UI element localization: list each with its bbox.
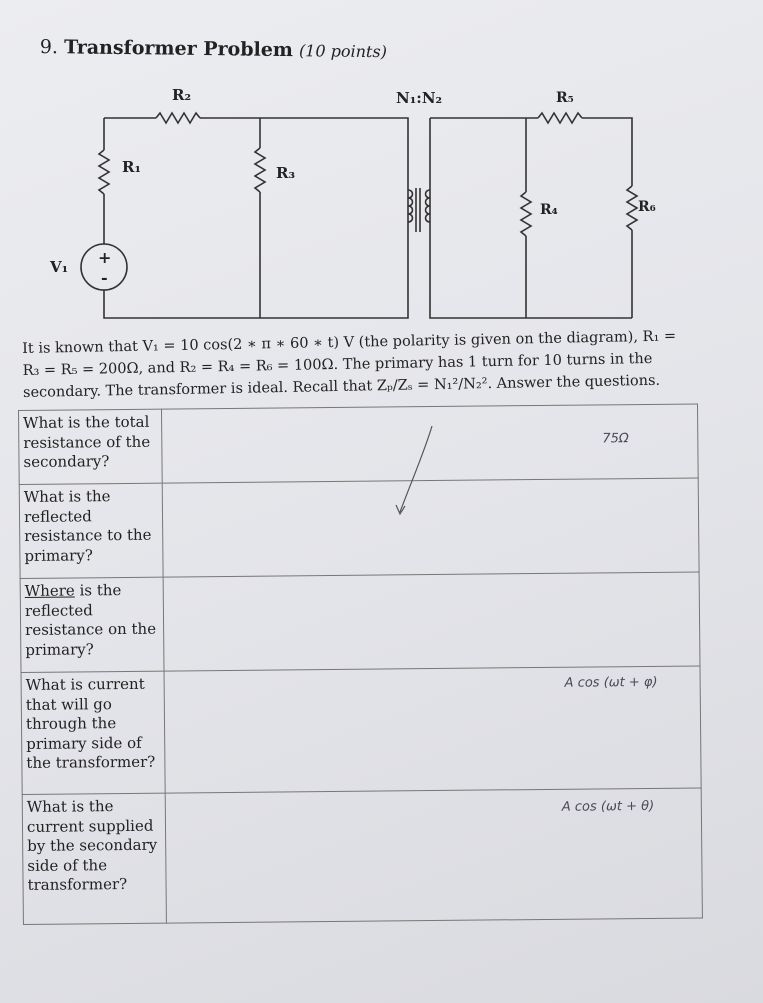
question-prompt: What is the current supplied by the secondary side of the transformer? [22, 793, 166, 924]
question-prompt: What is the total resistance of the secondary? [19, 409, 163, 484]
question-prompt: What is current that will go through the primary side of the transformer? [21, 671, 165, 794]
label-r3: R₃ [276, 164, 296, 182]
problem-points: (10 points) [298, 41, 387, 62]
question-prompt-rest: is the reflected resistance on the primary? [24, 581, 157, 659]
label-v1: V₁ [50, 258, 69, 276]
label-r4: R₄ [540, 202, 558, 218]
minus-sign: - [101, 268, 108, 287]
label-r5: R₅ [556, 90, 574, 106]
handwritten-answer: A cos (ωt + θ) [561, 798, 655, 815]
plus-sign: + [98, 248, 112, 267]
label-ratio: N₁:N₂ [396, 89, 443, 107]
handwritten-answer: 75Ω [602, 431, 629, 447]
label-r2: R₂ [172, 86, 192, 104]
label-r6: R₆ [638, 199, 656, 215]
handwritten-answer: A cos (ωt + φ) [564, 674, 658, 691]
statement-line-3: secondary. The transformer is ideal. Recall that Zₚ/Zₛ = N₁²/N₂². Answer the questions. [22, 372, 661, 401]
question-prompt: What is the reflected resistance to the primary? [19, 483, 163, 578]
label-r1: R₁ [122, 158, 142, 176]
question-prompt-lead: Where [24, 581, 75, 600]
statement-line-1: It is known that V₁ = 10 cos(2 ∗ π ∗ 60 ∗ t) V (the polarity is given on the diagram), R₁ = [22, 328, 677, 357]
problem-title: Transformer Problem [63, 36, 294, 62]
statement-line-2: R₃ = R₅ = 200Ω, and R₂ = R₄ = R₆ = 100Ω. The primary has 1 turn for 10 turns in the [22, 350, 653, 379]
problem-number: 9. [39, 36, 59, 59]
